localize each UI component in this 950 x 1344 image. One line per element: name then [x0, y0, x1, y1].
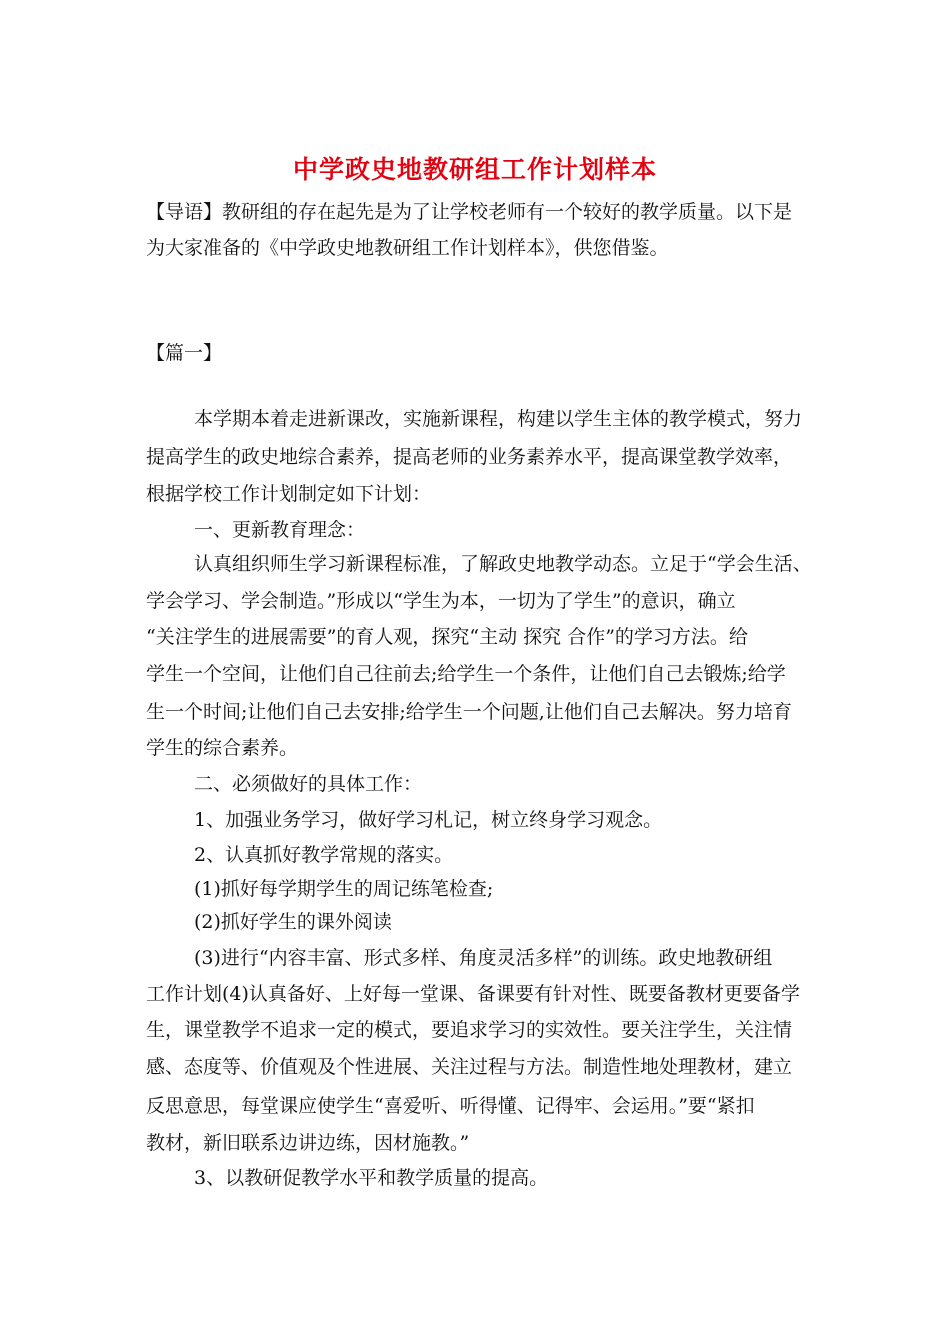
section-label: 【篇一】	[146, 342, 223, 364]
body-line: 反思意思，每堂课应使学生“喜爱听、听得懂、记得牢、会运用。”要“紧扣	[146, 1095, 755, 1117]
body-line: (3)进行“内容丰富、形式多样、角度灵活多样”的训练。政史地教研组	[194, 947, 773, 969]
body-line: 2、认真抓好教学常规的落实。	[194, 844, 454, 866]
body-line: 一、更新教育理念：	[194, 519, 366, 541]
intro-line-2: 为大家准备的《中学政史地教研组工作计划样本》，供您借鉴。	[146, 237, 669, 259]
body-line: “关注学生的进展需要”的育人观，探究“主动 探究 合作”的学习方法。给	[146, 626, 748, 648]
body-line: 认真组织师生学习新课程标准，了解政史地教学动态。立足于“学会生活、	[194, 553, 812, 575]
body-line: 教材，新旧联系边讲边练，因材施教。”	[146, 1132, 470, 1154]
body-line: (2)抓好学生的课外阅读	[194, 911, 392, 933]
body-line: 生，课堂教学不追求一定的模式，要追求学习的实效性。要关注学生，关注情	[146, 1019, 793, 1041]
body-line: 学生的综合素养。	[146, 737, 299, 759]
body-line: 3、以教研促教学水平和教学质量的提高。	[194, 1167, 549, 1189]
intro-line-1: 【导语】教研组的存在起先是为了让学校老师有一个较好的教学质量。以下是	[146, 201, 793, 223]
body-line: 学生一个空间，让他们自己往前去;给学生一个条件，让他们自己去锻炼;给学	[146, 663, 786, 685]
body-line: 感、态度等、价值观及个性进展、关注过程与方法。制造性地处理教材，建立	[146, 1056, 793, 1078]
body-line: 提高学生的政史地综合素养，提高老师的业务素养水平，提高课堂教学效率，	[146, 446, 793, 468]
body-line: 本学期本着走进新课改，实施新课程，构建以学生主体的教学模式，努力	[194, 408, 803, 430]
body-line: 生一个时间;让他们自己去安排;给学生一个问题,让他们自己去解决。努力培育	[146, 701, 792, 723]
body-line: 二、必须做好的具体工作：	[194, 773, 423, 795]
body-line: 根据学校工作计划制定如下计划：	[146, 483, 432, 505]
body-line: (1)抓好每学期学生的周记练笔检查;	[194, 878, 494, 900]
body-line: 1、加强业务学习，做好学习札记，树立终身学习观念。	[194, 809, 663, 831]
body-line: 工作计划(4)认真备好、上好每一堂课、备课要有针对性、既要备教材更要备学	[146, 983, 800, 1005]
body-line: 学会学习、学会制造。”形成以“学生为本，一切为了学生”的意识，确立	[146, 590, 736, 612]
document-title: 中学政史地教研组工作计划样本	[292, 155, 657, 184]
